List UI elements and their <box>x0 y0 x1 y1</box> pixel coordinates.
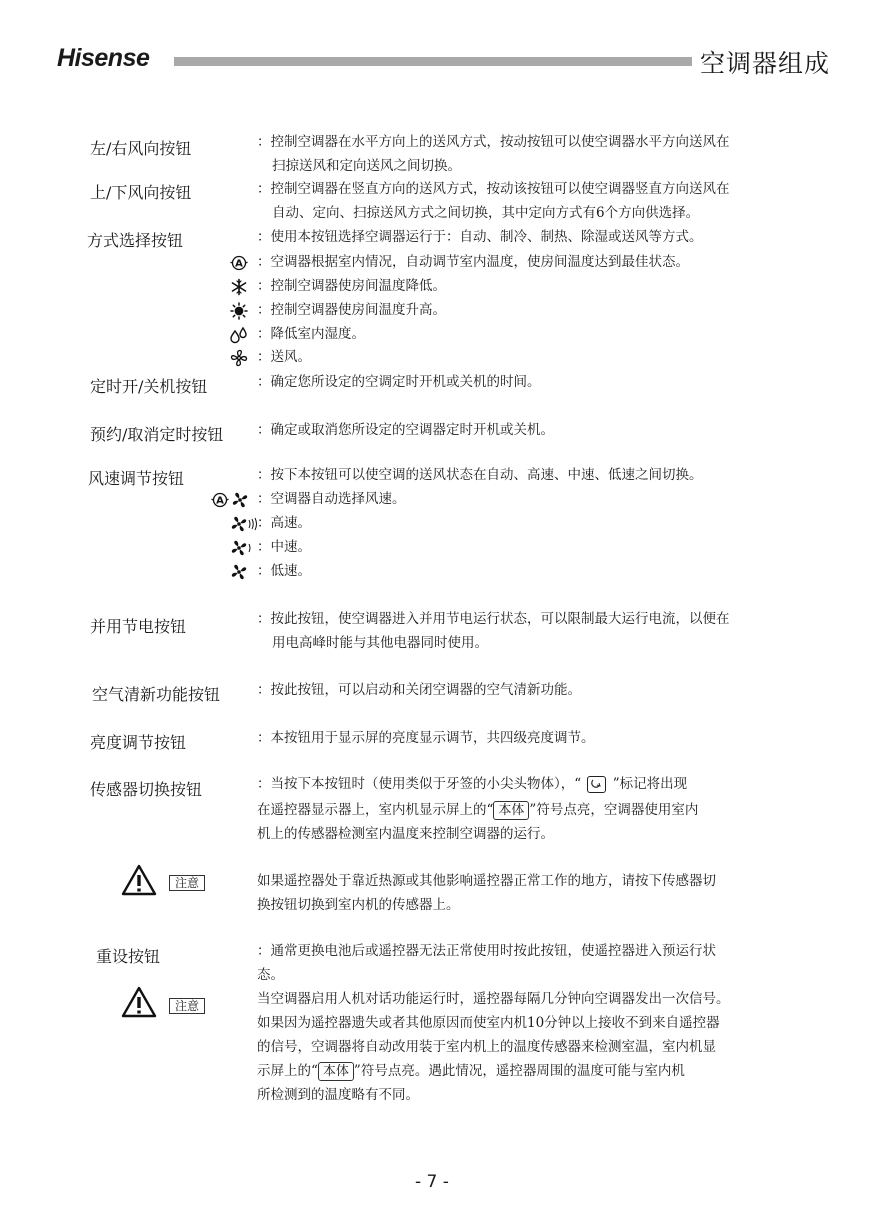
notice2-text-2: 如果因为遥控器遗失或者其他原因而使室内机10分钟以上接收不到来自遥控器 <box>257 1015 720 1031</box>
sensor-mark-icon <box>587 776 606 793</box>
notice-badge: 注意 <box>169 998 205 1014</box>
page-number: - 7 - <box>415 1172 449 1192</box>
timer-button-label: 定时开/关机按钮 <box>90 377 208 396</box>
speed-medium-desc: ：中速。 <box>257 539 311 555</box>
mode-auto-desc: ：空调器根据室内情况，自动调节室内温度，使房间温度达到最佳状态。 <box>257 254 689 270</box>
reset-button-label: 重设按钮 <box>96 947 161 966</box>
mode-button-label: 方式选择按钮 <box>87 231 184 250</box>
up-down-button-label: 上/下风向按钮 <box>90 183 192 202</box>
sensor-button-label: 传感器切换按钮 <box>90 780 203 799</box>
mode-cool-desc: ：控制空调器使房间温度降低。 <box>257 278 446 294</box>
fan-icon <box>230 349 248 367</box>
notice-badge: 注意 <box>169 875 205 891</box>
sensor-button-desc-2: 在遥控器显示器上，室内机显示屏上的“ 本体 ”符号点亮，空调器使用室内 <box>257 802 699 818</box>
warning-icon <box>121 864 157 896</box>
sensor-button-desc-1: ：当按下本按钮时（使用类似于牙签的小尖头物体），“ ”标记将出现 <box>257 776 688 792</box>
notice2-text-4: 示屏上的“ 本体 ”符号点亮。遇此情况，遥控器周围的温度可能与室内机 <box>257 1063 685 1079</box>
up-down-button-desc-1: ：控制空调器在竖直方向的送风方式，按动该按钮可以使空调器竖直方向送风在 <box>257 181 730 197</box>
auto-fan-speed-icon <box>211 491 249 509</box>
schedule-button-label: 预约/取消定时按钮 <box>90 425 224 444</box>
air-fresh-button-label: 空气清新功能按钮 <box>92 685 221 704</box>
speed-auto-desc: ：空调器自动选择风速。 <box>257 491 406 507</box>
speed-low-desc: ：低速。 <box>257 563 311 579</box>
high-speed-icon <box>230 515 258 533</box>
left-right-button-desc-1: ：控制空调器在水平方向上的送风方式，按动按钮可以使空调器水平方向送风在 <box>257 134 730 150</box>
svg-text:A: A <box>216 495 224 507</box>
medium-speed-icon <box>230 539 254 557</box>
water-drop-icon <box>229 326 249 344</box>
air-fresh-button-desc: ：按此按钮，可以启动和关闭空调器的空气清新功能。 <box>257 682 581 698</box>
mode-fan-desc: ：送风。 <box>257 349 311 365</box>
notice2-text-3: 的信号，空调器将自动改用装于室内机上的温度传感器来检测室温，室内机显 <box>257 1039 716 1055</box>
sun-icon <box>230 302 248 320</box>
speed-high-desc: ：高速。 <box>257 515 311 531</box>
mode-button-desc: ：使用本按钮选择空调器运行于：自动、制冷、制热、除湿或送风等方式。 <box>257 229 703 245</box>
low-speed-icon <box>230 563 248 581</box>
sensor-button-desc-3: 机上的传感器检测室内温度来控制空调器的运行。 <box>257 826 554 842</box>
mode-dry-desc: ：降低室内湿度。 <box>257 326 365 342</box>
fan-speed-button-label: 风速调节按钮 <box>88 469 185 488</box>
brightness-button-label: 亮度调节按钮 <box>90 733 187 752</box>
timer-button-desc: ：确定您所设定的空调定时开机或关机的时间。 <box>257 374 541 390</box>
left-right-button-label: 左/右风向按钮 <box>90 139 192 158</box>
auto-mode-icon <box>230 254 248 272</box>
mode-heat-desc: ：控制空调器使房间温度升高。 <box>257 302 446 318</box>
schedule-button-desc: ：确定或取消您所设定的空调器定时开机或关机。 <box>257 422 554 438</box>
unit-indicator: 本体 <box>318 1062 354 1081</box>
warning-icon <box>121 986 157 1018</box>
notice2-text-5: 所检测到的温度略有不同。 <box>257 1087 419 1103</box>
power-saving-button-desc-1: ：按此按钮，使空调器进入并用节电运行状态，可以限制最大运行电流，以便在 <box>257 611 730 627</box>
brightness-button-desc: ：本按钮用于显示屏的亮度显示调节，共四级亮度调节。 <box>257 730 595 746</box>
power-saving-button-desc-2: 用电高峰时能与其他电器同时使用。 <box>272 635 488 651</box>
section-title: 空调器组成 <box>700 49 831 78</box>
reset-button-desc-1: ：通常更换电池后或遥控器无法正常使用时按此按钮，使遥控器进入预运行状 <box>257 943 716 959</box>
notice2-text-1: 当空调器启用人机对话功能运行时，遥控器每隔几分钟向空调器发出一次信号。 <box>257 991 730 1007</box>
header-divider-bar <box>174 57 692 66</box>
up-down-button-desc-2: 自动、定向、扫掠送风方式之间切换，其中定向方式有6个方向供选择。 <box>272 205 700 221</box>
reset-button-desc-2: 态。 <box>257 967 284 983</box>
snowflake-icon <box>230 278 248 296</box>
notice1-text-1: 如果遥控器处于靠近热源或其他影响遥控器正常工作的地方，请按下传感器切 <box>257 873 716 889</box>
fan-speed-button-desc: ：按下本按钮可以使空调的送风状态在自动、高速、中速、低速之间切换。 <box>257 467 703 483</box>
hisense-logo: Hisense <box>57 44 150 72</box>
svg-text:A: A <box>235 258 243 270</box>
unit-indicator: 本体 <box>493 801 529 820</box>
power-saving-button-label: 并用节电按钮 <box>90 617 187 636</box>
notice1-text-2: 换按钮切换到室内机的传感器上。 <box>257 897 460 913</box>
left-right-button-desc-2: 扫掠送风和定向送风之间切换。 <box>272 158 461 174</box>
